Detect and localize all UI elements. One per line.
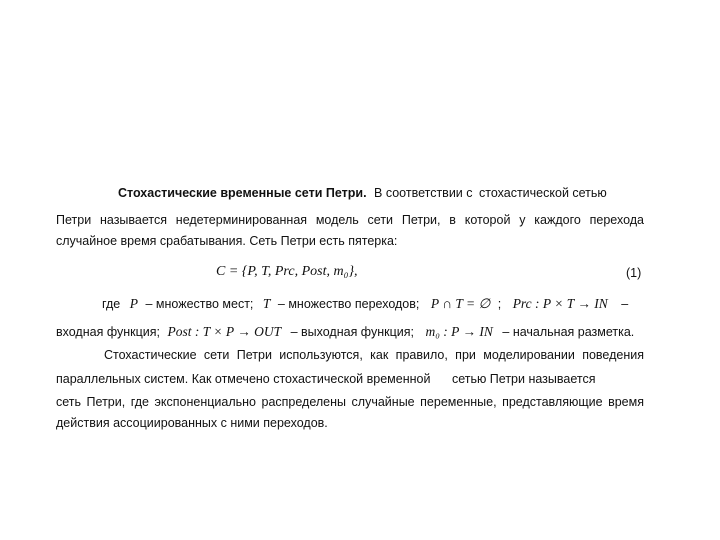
definitions-line-1: где P – множество мест; T – множество переходов; P ∩ T = ∅ ; Prc : P × T → IN – (102, 296, 629, 311)
formula-number: (1) (626, 266, 642, 280)
paragraph-2-line-4: действия ассоциированных с ними переходов. (56, 416, 328, 430)
paragraph-2-line-2: параллельных систем. Как отмечено стохастической временной сетью Петри называется (56, 372, 596, 386)
paragraph-2-line-1: Стохастические сети Петри используются, как правило, при моделировании поведения (104, 348, 644, 362)
prc-formula: Prc : P × T → IN (512, 296, 608, 311)
symbol-P: P (129, 296, 138, 311)
intersection-formula: P ∩ T = ∅ (430, 296, 491, 311)
intro-end-text: стохастической сетью (479, 186, 607, 200)
paragraph-2-line-3: сеть Петри, где экспоненциально распределены случайные переменные, представляющие время (56, 395, 644, 409)
section-heading: Стохастические временные сети Петри. (118, 186, 367, 200)
paragraph-1-line-3: случайное время срабатывания. Сеть Петри есть пятерка: (56, 234, 398, 248)
paragraph-1-line-1 (118, 186, 607, 201)
m0-formula: m₀ : P → IN (425, 324, 493, 339)
formula-expression: C = {P, T, Prc, Post, m₀}, (216, 264, 358, 279)
post-formula: Post : T × P → OUT (167, 324, 282, 339)
symbol-T: T (262, 296, 271, 311)
intro-text: В соответствии с (374, 186, 473, 200)
definitions-line-2: входная функция; Post : T × P → OUT – выходная функция; m₀ : P → IN – начальная разметка. (56, 324, 635, 339)
paragraph-1-line-2: Петри называется недетерминированная модель сети Петри, в которой у каждого перехода (56, 213, 644, 227)
